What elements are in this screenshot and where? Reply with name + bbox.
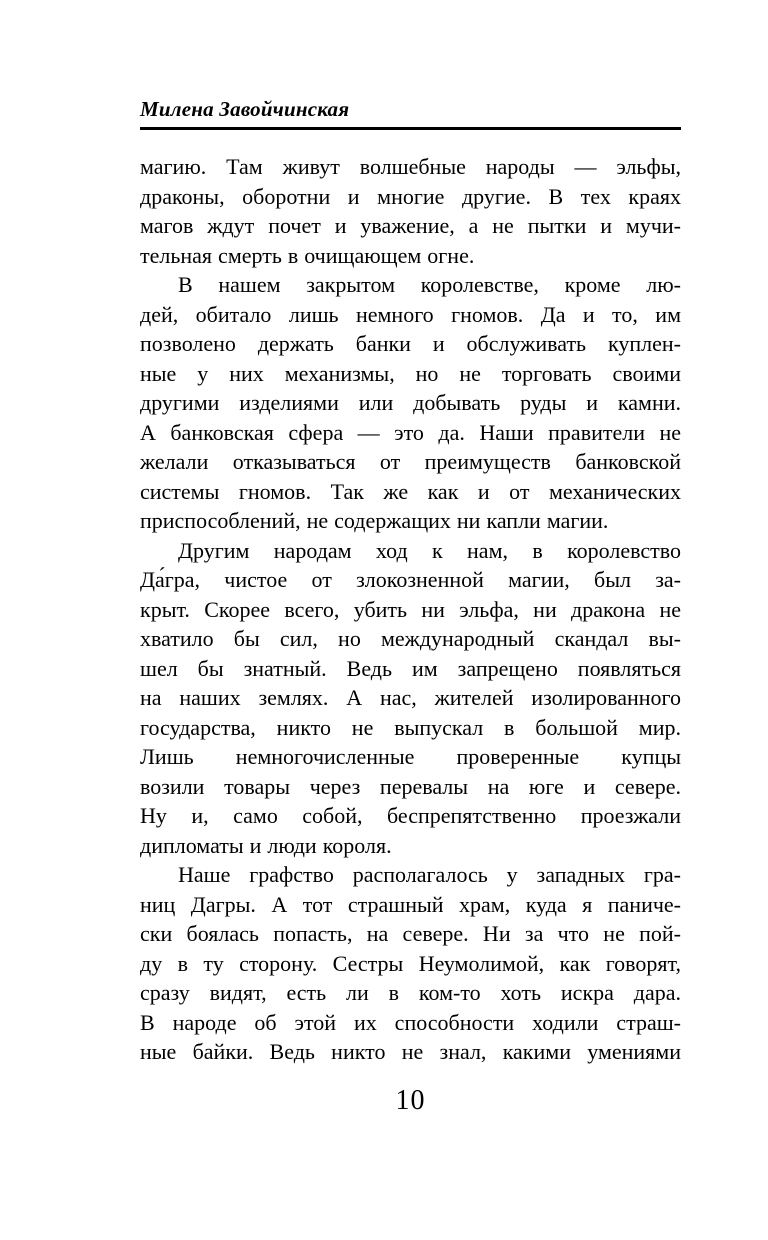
- text-line: шел бы знатный. Ведь им запрещено появляться: [140, 655, 681, 681]
- text-line: Лишь немногочисленные проверенные купцы: [140, 744, 681, 769]
- text-line: В народе об этой их способности ходили страш-: [140, 1009, 681, 1035]
- text-line: позволено держать банки и обслуживать куплен-: [140, 331, 681, 356]
- text-line: магов ждут почет и уважение, а не пытки и мучи-: [140, 213, 681, 238]
- text-line: приспособлений, не содержащих ни капли магии.: [140, 508, 609, 533]
- paragraph: [140, 860, 681, 1067]
- body-text: [140, 152, 681, 1067]
- text-line: дипломаты и люди короля.: [140, 832, 392, 858]
- text-line: ду в ту сторону. Сестры Неумолимой, как говорят,: [140, 950, 681, 976]
- text-line: ные байки. Ведь никто не знал, какими умениями: [140, 1039, 681, 1064]
- text-line: крыт. Скорее всего, убить ни эльфа, ни дракона не: [140, 596, 681, 622]
- text-line: ные у них механизмы, но не торговать своими: [140, 360, 681, 386]
- text-line: тельная смерть в очищающем огне.: [140, 242, 475, 268]
- text-line: А банковская сфера — это да. Наши правители не: [140, 419, 681, 445]
- text-line: Наше графство располагалось у западных гра-: [178, 862, 681, 887]
- text-line: В нашем закрытом королевстве, кроме лю-: [178, 272, 681, 297]
- text-line: Другим народам ход к нам, в королевство: [178, 537, 681, 563]
- paragraph: [140, 152, 681, 270]
- paragraph: [140, 536, 681, 861]
- page-number: 10: [395, 1085, 426, 1116]
- text-line: желали отказываться от преимуществ банковской: [140, 449, 681, 474]
- text-line: возили товары через перевалы на юге и севере.: [140, 773, 681, 799]
- paragraph: [140, 270, 681, 536]
- text-line: другими изделиями или добывать руды и камни.: [140, 390, 681, 415]
- text-line: ниц Дагры. А тот страшный храм, куда я паниче-: [140, 891, 681, 917]
- text-line: системы гномов. Так же как и от механических: [140, 478, 681, 504]
- header-rule: [140, 127, 681, 130]
- text-line: на наших землях. А нас, жителей изолированного: [140, 685, 681, 710]
- text-line: государства, никто не выпускал в большой мир.: [140, 714, 681, 740]
- text-line: Да́гра, чистое от злокозненной магии, был за-: [140, 567, 681, 592]
- running-head-author: Милена Завойчинская: [140, 97, 350, 121]
- text-line: Ну и, само собой, беспрепятственно проезжали: [140, 803, 681, 828]
- text-line: магию. Там живут волшебные народы — эльфы,: [140, 154, 681, 179]
- text-line: ски боялась попасть, на севере. Ни за что не пой-: [140, 921, 681, 946]
- text-line: драконы, оборотни и многие другие. В тех краях: [140, 183, 681, 209]
- text-line: дей, обитало лишь немного гномов. Да и то, им: [140, 301, 681, 327]
- text-line: хватило бы сил, но международный скандал вы-: [140, 626, 681, 651]
- text-line: сразу видят, есть ли в ком-то хоть искра дара.: [140, 980, 681, 1005]
